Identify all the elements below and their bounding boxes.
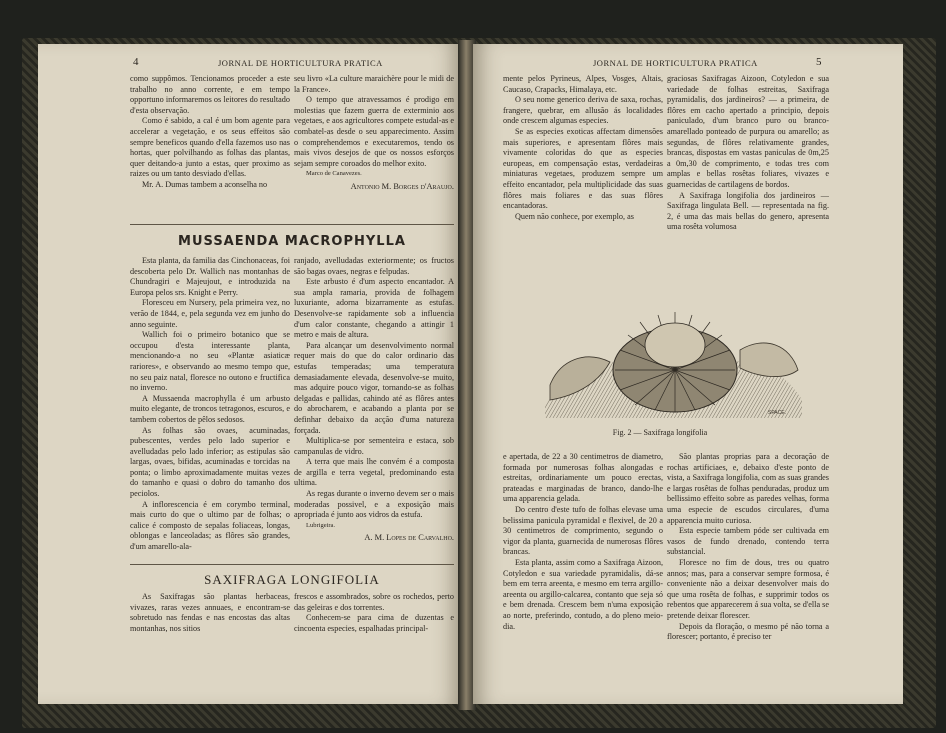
paragraph: e apertada, de 22 a 30 centimetros de diametro, formada por numerosas folhas alongadas e estreitas, ordinariamente um pouco erectas, prateadas e marginadas de branco, dando-lhe uma apparencia gelada. [503, 452, 663, 504]
paragraph: Floresceu em Nursery, pela primeira vez, no verão de 1844, e, pela segunda vez em junho do anno seguinte. [130, 298, 290, 329]
paragraph: Este arbusto é d'um aspecto encantador. A sua ampla ramaria, provida de folhagem luxuriante, adorna bizarramente as estufas. Desenvolve-se rapidamente sob a influencia d'um calor constante, chegando a attingir 1 metro e mais de altura. [294, 277, 454, 340]
left-col1-bot [130, 592, 290, 652]
paragraph: O tempo que atravessamos é prodigo em molestias que fazem guerra de exterminio aos vegetaes, e aos agricultores compete estudal-as e combatel-as desde o seu apparecimento. Assim o comprehendemos e executaremos, tendo os mais vivos desejos de que os nossos esforços sejam sempre coroados do melhor exito. [294, 95, 454, 168]
paragraph: Conhecem-se para cima de duzentas e cincoenta especies, espalhadas principal- [294, 613, 454, 633]
paragraph: frescos e assombrados, sobre os rochedos, perto das geleiras e dos torrentes. [294, 592, 454, 612]
paragraph: Wallich foi o primeiro botanico que se occupou d'esta interessante planta, mencionando-a no seu «Plantæ asiaticæ rariores», e observando ao mesmo tempo que, no seu paiz natal, floresce no outono e fructifica no inverno. [130, 330, 290, 393]
left-col2-top [294, 74, 454, 219]
signature: A. M. Lopes de Carvalho. [364, 533, 454, 543]
paragraph: As folhas são ovaes, acuminadas, pubescentes, verdes pelo lado superior e avelludadas pelo lado inferior; as estipulas são largas, ovaes, bifidas, acuminadas e torcidas na ponta; o limbo aproximadamente muitas vezes do tamanho e quasi o dobro do tamanho dos peciolos. [130, 425, 290, 499]
engraver-mark: SPACE. [768, 410, 786, 416]
page-number-right: 5 [816, 56, 822, 68]
paragraph: mente pelos Pyrineus, Alpes, Vosges, Altais, Caucaso, Crapacks, Himalaya, etc. [503, 74, 663, 94]
paragraph: As regas durante o inverno devem ser o mais moderadas possivel, e a exposição mais apropriada é junto aos vidros da estufa. [294, 489, 454, 520]
signature: Antonio M. Borges d'Araujo. [350, 181, 454, 191]
paragraph: Multiplica-se por sementeira e estaca, sob campanulas de vidro. [294, 436, 454, 456]
paragraph: Esta especie tambem póde ser cultivada em vasos de fundo drenado, contendo terra substancial. [667, 526, 829, 557]
paragraph: O seu nome generico deriva de saxa, rochas, frangere, quebrar, em allusão ás localidades onde crescem algumas especies. [503, 95, 663, 126]
paragraph: Como é sabido, a cal é um bom agente para accelerar a vegetação, e os seus effeitos são sempre beneficos quando d'ella fazemos uso nas hortas, quer polvilhando as folhas das plantas, quer deitando-a junto a estas, quer proximo as raizes ou um tanto desviado d'ellas. [130, 116, 290, 179]
running-header-right: JORNAL DE HORTICULTURA PRATICA [593, 58, 758, 68]
divider [130, 564, 454, 565]
page-number-left: 4 [133, 56, 139, 68]
left-page [38, 44, 461, 704]
right-col2-top [667, 74, 829, 274]
right-col2-bot [667, 452, 829, 702]
paragraph: São plantas proprias para a decoração de rochas artificiaes, e, debaixo d'este ponto de vista, a Saxifraga longifolia, com as suas grandes e largas rosêtas de folhas penduradas, produz um bellissimo effeito sobre as paredes velhas, forma uma especie de escudos circulares, d'uma apparencia muito curiosa. [667, 452, 829, 525]
paragraph: A Saxifraga longifolia dos jardineiros — Saxifraga lingulata Bell. — representada na fig. 2, é uma das mais bellas do genero, apresenta uma rosêta volumosa [667, 190, 829, 232]
paragraph: Esta planta, assim como a Saxifraga Aizoon, Cotyledon e sua variedade pyramidalis, dá-se bem em terra areenta, e mesmo em terra argillo-areenta ou argillo-calcarea, contanto que seja só e bem drenada. Crescem bem n'uma exposição ao norte, preferindo, contudo, a do pleno meio-dia. [503, 557, 663, 631]
section-title-mussaenda: MUSSAENDA MACROPHYLLA [178, 234, 406, 249]
figure-caption: Fig. 2 — Saxifraga longifolia [612, 428, 708, 437]
paragraph: como suppômos. Tencionamos proceder a este trabalho no anno corrente, e em tempo opportuno informaremos os leitores do resultado d'esta observação. [130, 74, 290, 115]
paragraph: As Saxifragas são plantas herbaceas, vivazes, raras vezes annuaes, e encontram-se sobretudo nas fendas e nas encostas das altas montanhas, nos sitios [130, 592, 290, 633]
paragraph: Do centro d'este tufo de folhas elevase uma belissima panicula pyramidal e flexivel, de 20 a 30 centimetros de comprimento, segundo o vigor da planta, guarnecida de numerosas flôres brancas. [503, 504, 663, 557]
paragraph: Floresce no fim de dous, tres ou quatro annos; mas, para a conservar sempre formosa, é conveniente não a deixar desenvolver mais do que uma rosêta de folhas, e supprimir todos os rebentos que apparecerem á sua volta, se d'ella se pretende deixar florescer. [667, 557, 829, 620]
place-date: Marco de Canavezes. [306, 170, 362, 178]
paragraph: A inflorescencia é em corymbo terminal, mais curto do que o ultimo par de folhas; o calice é composto de sepalas foliaceas, longas, oblongas e lanceoladas; as flôres são grandes, d'um amarello-ala- [130, 499, 290, 552]
paragraph: Se as especies exoticas affectam dimensões mais superiores, e apresentam flôres mais vivamente coloridas do que as especies europeas, em compensação estas, verdadeiras miniaturas vegetaes, produzem sempre um effeito encantador, pela multiplicidade das suas flôres mais foliares e das suas flôres encantadoras. [503, 126, 663, 211]
left-col1-top [130, 74, 290, 219]
running-header-left: JORNAL DE HORTICULTURA PRATICA [218, 58, 383, 68]
paragraph: seu livro «La culture maraichère pour le midi de la France». [294, 74, 454, 94]
left-col2-bot [294, 592, 454, 652]
paragraph: Para alcançar um desenvolvimento normal requer mais do que do calor ordinario das estufas temperadas; uma temperatura demasiadamente elevada, desenvolve-se muito, mas adquire pouco vigor, tornando-se as folhas delgadas e pallidas, cahindo até as flôres antes do abrocharem, e acabando a planta por se definhar debaixo da acção d'uma natureza forçada. [294, 340, 454, 435]
place: Lubrigeira. [306, 521, 336, 529]
right-col1-bot [503, 452, 663, 702]
paragraph: graciosas Saxifragas Aizoon, Cotyledon e sua variedade de folhas estreitas, Saxifraga pyramidalis, dos jardineiros? — a primeira, de flôres em cacho apertado a principio, depois paniculado, d'um branco puro ou branco-amarellado ponteado de purpura ou amarello; as segundas, de flôres relativamente grandes, brancas, dispostas em vastas paniculas de 0m,25 a 0m,30 de comprimento, e todas tres com amplas e bellas rosêtas foliares, vivazes e guarnecidas de cartilagens de bordos. [667, 74, 829, 189]
paragraph: ranjado, avelludadas exteriormente; os fructos são bagas ovaes, negras e felpudas. [294, 256, 454, 276]
paragraph: Esta planta, da familia das Cinchonaceas, foi descoberta pelo Dr. Wallich nas montanhas de Chundragiri e Majeujout, e introduzida na Europa pelos srs. Knight e Perry. [130, 256, 290, 297]
paragraph: A Mussaenda macrophylla é um arbusto muito elegante, de troncos tetragonos, escuros, e tambem cobertos de pêlos sedosos. [130, 393, 290, 424]
divider [130, 224, 454, 225]
left-col2-mid [294, 256, 454, 561]
saxifraga-illustration [540, 290, 810, 420]
paragraph: Depois da floração, o mesmo pé não torna a florescer; portanto, é preciso ter [667, 621, 829, 642]
left-col1-mid [130, 256, 290, 561]
section-title-saxifraga: SAXIFRAGA LONGIFOLIA [204, 572, 380, 587]
paragraph: A terra que mais lhe convém é a composta de argilla e terra vegetal, predominando esta ultima. [294, 457, 454, 488]
paragraph: Quem não conhece, por exemplo, as [515, 211, 634, 221]
paragraph: Mr. A. Dumas tambem a aconselha no [142, 179, 268, 189]
right-col1-top [503, 74, 663, 274]
